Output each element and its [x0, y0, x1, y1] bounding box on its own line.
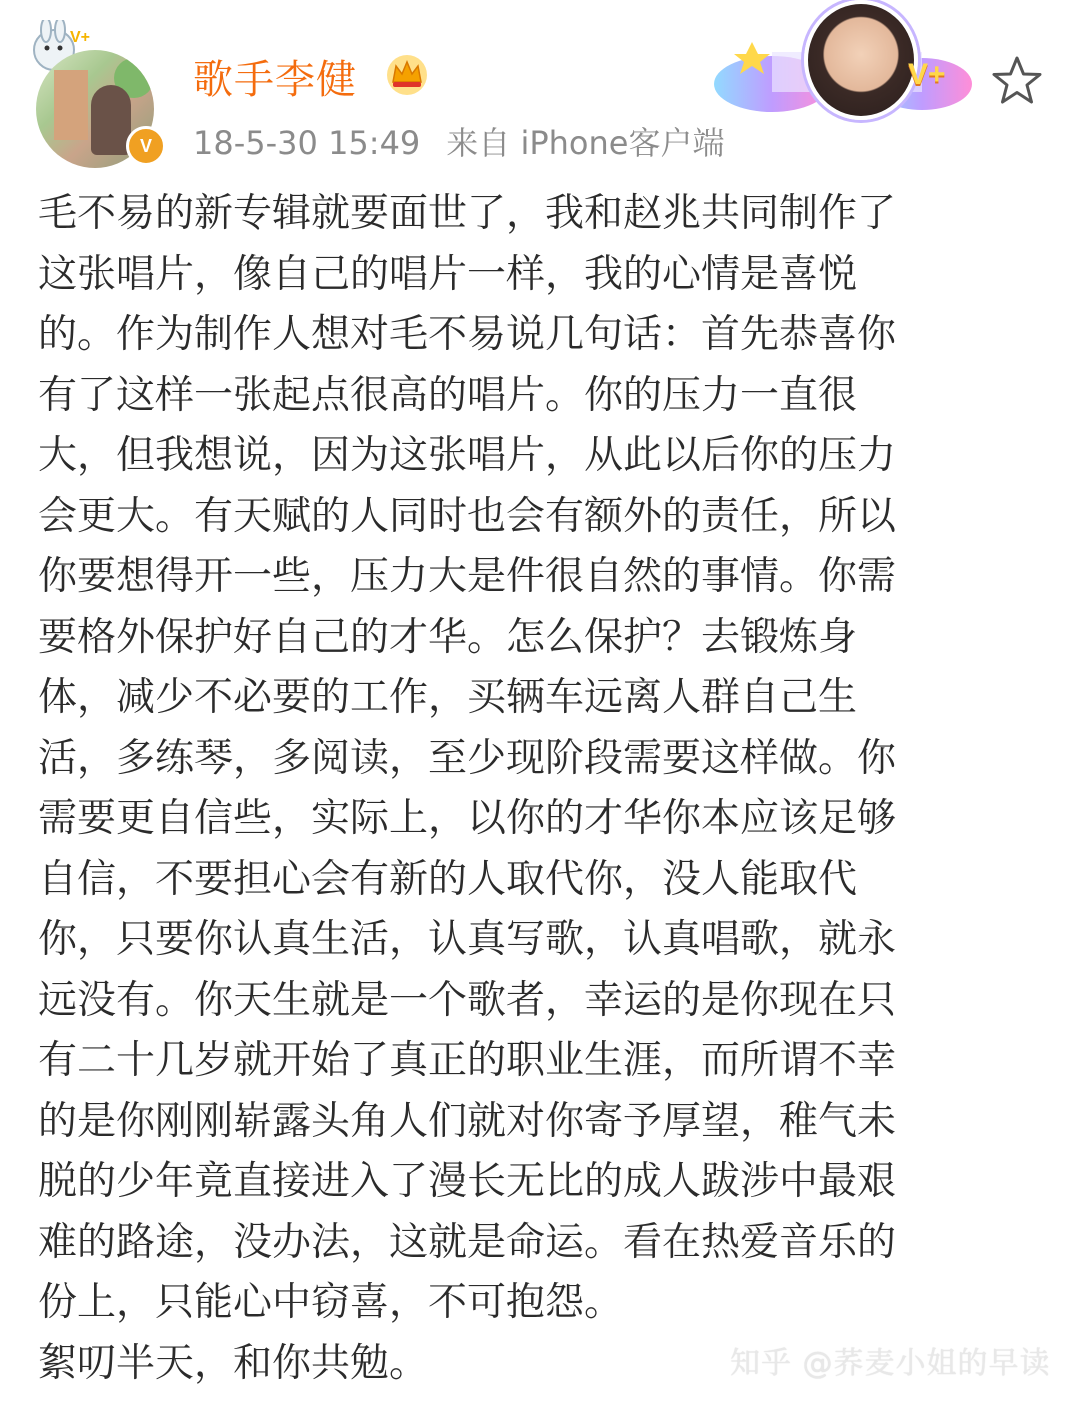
avatar-building-shape	[54, 70, 88, 140]
post-date: 18-5-30 15:49	[193, 124, 421, 162]
post-meta	[193, 118, 724, 164]
post-text-line: 远没有。你天生就是一个歌者，幸运的是你现在只	[38, 977, 897, 1023]
post-source[interactable]: 来自 iPhone客户端	[446, 124, 725, 162]
post-text-line: 的是你刚刚崭露头角人们就对你寄予厚望，稚气未	[38, 1098, 897, 1144]
vip-plus-label: V+	[908, 58, 946, 91]
post-text-line: 自信，不要担心会有新的人取代你，没人能取代	[38, 856, 858, 902]
crown-icon	[384, 52, 430, 96]
post-text-line: 活，多练琴，多阅读，至少现阶段需要这样做。你	[38, 735, 897, 781]
post-text-line: 这张唱片，像自己的唱片一样，我的心情是喜悦	[38, 251, 858, 297]
post-text-line: 份上，只能心中窃喜，不可抱怨。	[38, 1280, 624, 1325]
watermark: 知乎 @荞麦小姐的早读	[730, 1346, 1051, 1381]
post-text-line: 有二十几岁就开始了真正的职业生涯，而所谓不幸	[38, 1038, 897, 1083]
post-text-line: 你，只要你认真生活，认真写歌，认真唱歌，就永	[38, 917, 897, 962]
post-text-line: 会更大。有天赋的人同时也会有额外的责任，所以	[38, 493, 897, 539]
post-text-line: 你要想得开一些，压力大是件很自然的事情。你需	[38, 554, 897, 599]
user-avatar-container[interactable]	[30, 20, 165, 160]
post-text-line: 有了这样一张起点很高的唱片。你的压力一直很	[38, 372, 858, 418]
username[interactable]: 歌手李健	[193, 57, 357, 103]
post-text-line: 脱的少年竟直接进入了漫长无比的成人跋涉中最艰	[38, 1159, 897, 1204]
post-text-line: 的。作为制作人想对毛不易说几句话：首先恭喜你	[38, 312, 897, 357]
post-text-line: 大，但我想说，因为这张唱片，从此以后你的压力	[38, 433, 897, 478]
post-text-line: 要格外保护好自己的才华。怎么保护？去锻炼身	[38, 614, 858, 660]
post-text-line: 难的路途，没办法，这就是命运。看在热爱音乐的	[38, 1219, 897, 1265]
post-text-line: 体，减少不必要的工作，买辆车远离人群自己生	[38, 675, 858, 720]
verified-badge-icon: V	[126, 126, 166, 166]
celebrity-card-avatar[interactable]	[804, 0, 918, 120]
post-text-line: 需要更自信些，实际上，以你的才华你本应该足够	[38, 796, 897, 841]
svg-text:V+: V+	[70, 29, 90, 46]
post-text-line: 絮叨半天，和你共勉。	[38, 1340, 429, 1386]
avatar-person-shape	[91, 85, 131, 155]
star-icon[interactable]	[990, 55, 1044, 107]
post-text-line: 毛不易的新专辑就要面世了，我和赵兆共同制作了	[38, 191, 897, 236]
post-body	[38, 184, 1038, 1394]
